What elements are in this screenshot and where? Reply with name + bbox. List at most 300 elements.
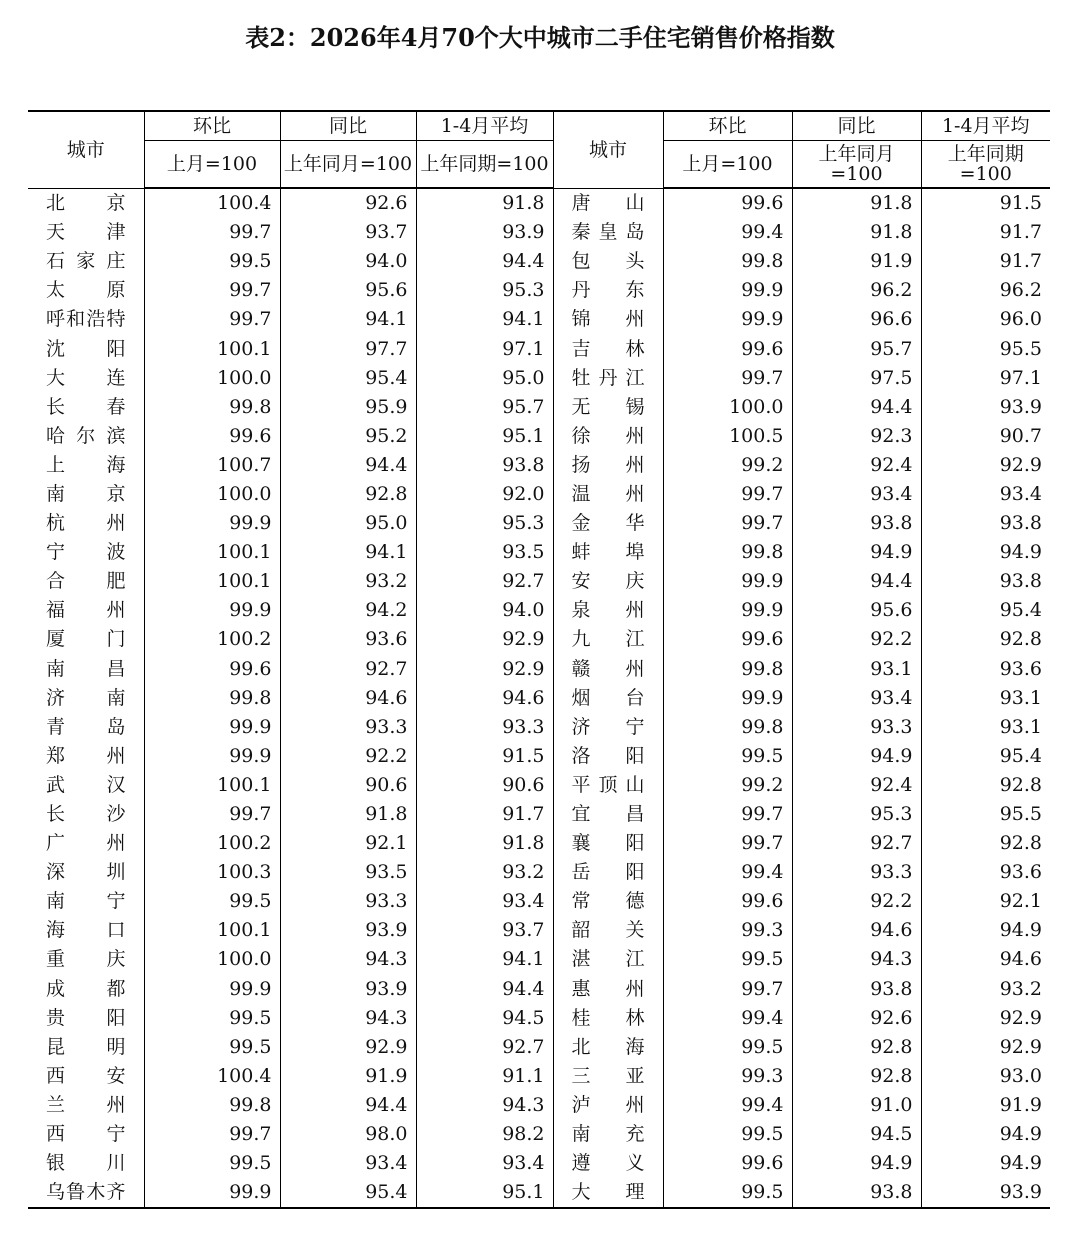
value-yoy-right: 93.1 <box>792 655 921 684</box>
city-name-right <box>553 305 663 334</box>
value-mom-right: 99.8 <box>663 247 792 276</box>
city-char: 杭 <box>46 512 66 535</box>
value-avg-right: 92.8 <box>921 625 1050 654</box>
city-name-right <box>553 945 663 974</box>
value-yoy-left: 93.6 <box>280 625 416 654</box>
table-row <box>28 596 1050 625</box>
value-mom-left: 99.9 <box>144 596 280 625</box>
city-name-text <box>46 975 126 1004</box>
city-char: 西 <box>46 1123 66 1146</box>
value-yoy-right: 93.8 <box>792 1178 921 1208</box>
table-row <box>28 945 1050 974</box>
value-mom-right: 99.8 <box>663 713 792 742</box>
header-city-right: 城市 <box>553 111 663 188</box>
value-avg-left: 95.3 <box>416 276 553 305</box>
city-name-text <box>46 1062 126 1091</box>
city-name-left <box>28 334 144 363</box>
city-name-text <box>572 625 645 654</box>
city-char: 扬 <box>571 453 591 476</box>
city-char: 丹 <box>571 279 591 302</box>
city-char: 阳 <box>106 1006 126 1029</box>
city-char: 徐 <box>571 424 591 447</box>
value-avg-right: 95.5 <box>921 334 1050 363</box>
city-char: 宁 <box>106 1123 126 1146</box>
city-name-right <box>553 1033 663 1062</box>
city-name-right <box>553 188 663 218</box>
city-name-text <box>46 742 126 771</box>
value-yoy-left: 94.3 <box>280 1004 416 1033</box>
table-row <box>28 364 1050 393</box>
city-char: 遵 <box>571 1152 591 1175</box>
city-name-text <box>46 567 126 596</box>
city-char: 惠 <box>571 977 591 1000</box>
value-yoy-left: 94.1 <box>280 305 416 334</box>
city-name-right <box>553 1120 663 1149</box>
city-name-right <box>553 422 663 451</box>
header-yoy-left: 同比 <box>280 111 416 141</box>
table-row <box>28 218 1050 247</box>
table-row <box>28 625 1050 654</box>
city-char: 桂 <box>571 1006 591 1029</box>
city-name-right <box>553 334 663 363</box>
table-row <box>28 1004 1050 1033</box>
city-char: 齐 <box>106 1181 126 1204</box>
city-name-right <box>553 218 663 247</box>
value-yoy-left: 95.0 <box>280 509 416 538</box>
city-char: 长 <box>46 803 66 826</box>
value-mom-right: 100.0 <box>663 393 792 422</box>
city-char: 尔 <box>76 424 96 447</box>
city-char: 关 <box>625 919 645 942</box>
value-yoy-right: 94.4 <box>792 567 921 596</box>
value-mom-right: 99.5 <box>663 1120 792 1149</box>
value-yoy-right: 92.4 <box>792 451 921 480</box>
value-mom-right: 99.7 <box>663 364 792 393</box>
value-avg-right: 90.7 <box>921 422 1050 451</box>
value-mom-left: 99.8 <box>144 684 280 713</box>
table-row <box>28 334 1050 363</box>
value-yoy-right: 93.3 <box>792 713 921 742</box>
value-yoy-right: 93.8 <box>792 975 921 1004</box>
city-char: 京 <box>106 191 126 214</box>
city-name-text <box>46 1149 126 1178</box>
value-mom-right: 99.3 <box>663 1062 792 1091</box>
value-yoy-left: 93.2 <box>280 567 416 596</box>
city-name-text <box>572 393 645 422</box>
value-mom-right: 99.4 <box>663 858 792 887</box>
value-avg-left: 91.5 <box>416 742 553 771</box>
value-mom-left: 100.7 <box>144 451 280 480</box>
value-avg-right: 95.4 <box>921 742 1050 771</box>
city-char: 阳 <box>625 861 645 884</box>
value-mom-left: 99.6 <box>144 655 280 684</box>
table-title: 表2：2026年4月70个大中城市二手住宅销售价格指数 <box>245 23 835 52</box>
table-row <box>28 771 1050 800</box>
city-name-left <box>28 800 144 829</box>
value-yoy-left: 93.4 <box>280 1149 416 1178</box>
city-name-right <box>553 625 663 654</box>
header-avg-base-right <box>921 141 1050 189</box>
city-name-left <box>28 713 144 742</box>
city-char: 山 <box>625 191 645 214</box>
city-name-text <box>572 364 645 393</box>
value-mom-right: 99.2 <box>663 451 792 480</box>
city-char: 门 <box>106 628 126 651</box>
value-avg-right: 91.7 <box>921 247 1050 276</box>
city-name-left <box>28 945 144 974</box>
value-mom-right: 99.6 <box>663 625 792 654</box>
table-row <box>28 1062 1050 1091</box>
city-name-left <box>28 1091 144 1120</box>
city-char: 襄 <box>571 832 591 855</box>
city-char: 温 <box>571 482 591 505</box>
value-mom-left: 100.2 <box>144 829 280 858</box>
value-avg-left: 91.8 <box>416 188 553 218</box>
city-name-text <box>572 1149 645 1178</box>
city-char: 宜 <box>571 803 591 826</box>
city-char: 湛 <box>571 948 591 971</box>
city-char: 波 <box>106 541 126 564</box>
value-yoy-right: 94.6 <box>792 916 921 945</box>
city-char: 州 <box>625 977 645 1000</box>
price-index-table <box>28 110 1050 1209</box>
value-mom-left: 100.2 <box>144 625 280 654</box>
value-mom-right: 99.6 <box>663 1149 792 1178</box>
city-name-text <box>572 218 645 247</box>
value-yoy-left: 95.4 <box>280 364 416 393</box>
value-yoy-right: 95.7 <box>792 334 921 363</box>
city-name-right <box>553 596 663 625</box>
value-yoy-right: 95.6 <box>792 596 921 625</box>
value-mom-left: 99.9 <box>144 975 280 1004</box>
table-row <box>28 713 1050 742</box>
city-name-left <box>28 276 144 305</box>
value-avg-left: 95.7 <box>416 393 553 422</box>
value-mom-right: 99.3 <box>663 916 792 945</box>
city-name-right <box>553 1091 663 1120</box>
city-char: 泉 <box>571 599 591 622</box>
value-avg-left: 92.7 <box>416 1033 553 1062</box>
city-name-text <box>46 829 126 858</box>
value-yoy-right: 93.8 <box>792 509 921 538</box>
value-avg-left: 93.7 <box>416 916 553 945</box>
value-yoy-left: 90.6 <box>280 771 416 800</box>
value-mom-right: 100.5 <box>663 422 792 451</box>
table-row <box>28 684 1050 713</box>
value-mom-left: 99.7 <box>144 1120 280 1149</box>
city-char: 阳 <box>625 744 645 767</box>
value-mom-left: 100.0 <box>144 480 280 509</box>
value-mom-left: 99.5 <box>144 1149 280 1178</box>
city-char: 东 <box>625 279 645 302</box>
city-name-text <box>572 247 645 276</box>
city-name-right <box>553 858 663 887</box>
city-char: 春 <box>106 395 126 418</box>
value-mom-right: 99.2 <box>663 771 792 800</box>
city-name-right <box>553 655 663 684</box>
value-avg-left: 94.5 <box>416 1004 553 1033</box>
city-name-text <box>572 655 645 684</box>
value-yoy-left: 93.7 <box>280 218 416 247</box>
value-avg-left: 94.1 <box>416 945 553 974</box>
city-name-text <box>572 1178 645 1207</box>
table-row <box>28 276 1050 305</box>
city-char: 厦 <box>46 628 66 651</box>
city-char: 韶 <box>571 919 591 942</box>
city-name-text <box>572 742 645 771</box>
value-mom-left: 100.1 <box>144 916 280 945</box>
city-name-text <box>572 1033 645 1062</box>
city-char: 明 <box>106 1035 126 1058</box>
city-name-right <box>553 975 663 1004</box>
city-name-text <box>572 975 645 1004</box>
city-char: 金 <box>571 512 591 535</box>
value-avg-left: 93.8 <box>416 451 553 480</box>
value-avg-right: 93.1 <box>921 713 1050 742</box>
value-avg-left: 95.0 <box>416 364 553 393</box>
city-name-left <box>28 742 144 771</box>
city-name-left <box>28 1004 144 1033</box>
value-yoy-left: 93.3 <box>280 887 416 916</box>
city-name-text <box>572 335 645 364</box>
value-mom-right: 99.7 <box>663 480 792 509</box>
city-char: 台 <box>625 686 645 709</box>
value-avg-right: 93.9 <box>921 393 1050 422</box>
city-name-left <box>28 422 144 451</box>
city-char: 赣 <box>571 657 591 680</box>
value-avg-right: 93.8 <box>921 567 1050 596</box>
city-name-text <box>572 916 645 945</box>
value-yoy-right: 92.3 <box>792 422 921 451</box>
city-char: 肥 <box>106 570 126 593</box>
city-char: 青 <box>46 715 66 738</box>
table-row <box>28 422 1050 451</box>
value-mom-right: 99.4 <box>663 1004 792 1033</box>
city-name-right <box>553 364 663 393</box>
value-mom-left: 99.7 <box>144 800 280 829</box>
city-char: 昌 <box>625 803 645 826</box>
city-name-text <box>572 596 645 625</box>
value-yoy-right: 93.3 <box>792 858 921 887</box>
city-name-right <box>553 713 663 742</box>
value-avg-left: 93.4 <box>416 1149 553 1178</box>
city-name-left <box>28 1149 144 1178</box>
city-name-text <box>572 800 645 829</box>
city-char: 华 <box>625 512 645 535</box>
city-char: 郑 <box>46 744 66 767</box>
value-yoy-right: 92.7 <box>792 829 921 858</box>
value-yoy-left: 91.8 <box>280 800 416 829</box>
value-mom-right: 99.8 <box>663 538 792 567</box>
table-row <box>28 858 1050 887</box>
city-name-left <box>28 975 144 1004</box>
city-char: 家 <box>76 250 96 273</box>
city-char: 滨 <box>106 424 126 447</box>
city-name-text <box>46 684 126 713</box>
city-name-text <box>572 1062 645 1091</box>
city-char: 岳 <box>571 861 591 884</box>
value-avg-right: 93.4 <box>921 480 1050 509</box>
city-name-text <box>572 276 645 305</box>
header-yoy-base-right-line1: 上年同月 <box>818 143 895 165</box>
value-yoy-left: 92.9 <box>280 1033 416 1062</box>
city-name-left <box>28 771 144 800</box>
value-avg-left: 93.9 <box>416 218 553 247</box>
value-avg-left: 93.4 <box>416 887 553 916</box>
value-mom-left: 100.1 <box>144 538 280 567</box>
header-yoy-base-right <box>792 141 921 189</box>
city-name-right <box>553 742 663 771</box>
city-char: 常 <box>571 890 591 913</box>
value-mom-left: 99.9 <box>144 742 280 771</box>
value-yoy-left: 94.4 <box>280 1091 416 1120</box>
city-name-text <box>572 480 645 509</box>
city-char: 沈 <box>46 337 66 360</box>
city-name-left <box>28 858 144 887</box>
value-mom-left: 99.5 <box>144 887 280 916</box>
value-mom-right: 99.9 <box>663 567 792 596</box>
value-mom-right: 99.5 <box>663 1033 792 1062</box>
value-avg-right: 96.0 <box>921 305 1050 334</box>
value-avg-left: 97.1 <box>416 334 553 363</box>
table-row <box>28 916 1050 945</box>
value-mom-left: 99.8 <box>144 1091 280 1120</box>
city-name-left <box>28 393 144 422</box>
value-mom-right: 99.7 <box>663 800 792 829</box>
value-avg-left: 92.0 <box>416 480 553 509</box>
table-row <box>28 742 1050 771</box>
city-name-text <box>46 422 126 451</box>
value-avg-left: 95.1 <box>416 422 553 451</box>
value-mom-left: 99.8 <box>144 393 280 422</box>
city-char: 江 <box>625 948 645 971</box>
city-name-left <box>28 247 144 276</box>
table-row <box>28 538 1050 567</box>
value-avg-left: 92.7 <box>416 567 553 596</box>
city-char: 乌 <box>46 1181 66 1204</box>
city-name-text <box>46 305 126 334</box>
city-char: 州 <box>625 1093 645 1116</box>
value-mom-right: 99.6 <box>663 334 792 363</box>
value-yoy-right: 94.9 <box>792 1149 921 1178</box>
value-avg-right: 93.9 <box>921 1178 1050 1208</box>
value-yoy-right: 95.3 <box>792 800 921 829</box>
city-name-text <box>572 713 645 742</box>
header-yoy-base-left: 上年同月=100 <box>280 141 416 189</box>
city-name-left <box>28 1120 144 1149</box>
city-name-text <box>572 887 645 916</box>
city-name-text <box>572 305 645 334</box>
value-avg-left: 92.9 <box>416 625 553 654</box>
header-mom-base-left: 上月=100 <box>144 141 280 189</box>
city-name-text <box>46 218 126 247</box>
city-char: 九 <box>571 628 591 651</box>
city-name-left <box>28 364 144 393</box>
city-char: 唐 <box>571 191 591 214</box>
city-name-text <box>46 335 126 364</box>
table-row <box>28 655 1050 684</box>
city-name-left <box>28 509 144 538</box>
city-char: 林 <box>625 1006 645 1029</box>
city-char: 锡 <box>625 395 645 418</box>
value-mom-left: 99.9 <box>144 1178 280 1208</box>
city-name-left <box>28 684 144 713</box>
value-yoy-right: 94.4 <box>792 393 921 422</box>
city-name-text <box>572 1004 645 1033</box>
city-name-text <box>572 829 645 858</box>
city-name-text <box>46 480 126 509</box>
city-char: 连 <box>106 366 126 389</box>
value-yoy-right: 93.4 <box>792 480 921 509</box>
city-name-text <box>46 538 126 567</box>
value-avg-right: 93.0 <box>921 1062 1050 1091</box>
city-name-left <box>28 887 144 916</box>
city-char: 州 <box>106 832 126 855</box>
value-avg-right: 97.1 <box>921 364 1050 393</box>
city-char: 天 <box>46 221 66 244</box>
city-char: 无 <box>571 395 591 418</box>
city-char: 阳 <box>625 832 645 855</box>
value-avg-right: 92.1 <box>921 887 1050 916</box>
city-char: 理 <box>625 1181 645 1204</box>
city-char: 南 <box>46 482 66 505</box>
city-char: 石 <box>46 250 66 273</box>
city-name-right <box>553 1062 663 1091</box>
city-name-right <box>553 538 663 567</box>
city-char: 和 <box>66 308 86 331</box>
value-avg-right: 93.1 <box>921 684 1050 713</box>
city-name-right <box>553 829 663 858</box>
city-char: 宁 <box>106 890 126 913</box>
city-name-text <box>46 1091 126 1120</box>
city-name-left <box>28 625 144 654</box>
city-char: 林 <box>625 337 645 360</box>
city-name-text <box>46 393 126 422</box>
city-char: 川 <box>106 1152 126 1175</box>
value-mom-left: 100.1 <box>144 567 280 596</box>
city-char: 哈 <box>46 424 66 447</box>
table-row <box>28 188 1050 218</box>
city-char: 山 <box>625 773 645 796</box>
city-name-text <box>572 422 645 451</box>
city-name-text <box>46 451 126 480</box>
value-mom-right: 99.5 <box>663 742 792 771</box>
value-yoy-left: 97.7 <box>280 334 416 363</box>
city-name-left <box>28 596 144 625</box>
city-char: 银 <box>46 1152 66 1175</box>
value-mom-left: 100.4 <box>144 188 280 218</box>
city-char: 京 <box>106 482 126 505</box>
city-name-text <box>46 276 126 305</box>
city-char: 海 <box>106 453 126 476</box>
city-name-text <box>572 509 645 538</box>
city-name-text <box>46 189 126 218</box>
value-avg-left: 91.1 <box>416 1062 553 1091</box>
city-char: 广 <box>46 832 66 855</box>
table-body <box>28 188 1050 1208</box>
city-name-text <box>46 858 126 887</box>
city-char: 口 <box>106 919 126 942</box>
value-yoy-left: 93.9 <box>280 975 416 1004</box>
city-char: 州 <box>106 1093 126 1116</box>
header-mom-base-right: 上月=100 <box>663 141 792 189</box>
value-mom-left: 100.0 <box>144 364 280 393</box>
table-row <box>28 1178 1050 1208</box>
value-yoy-left: 92.1 <box>280 829 416 858</box>
value-mom-right: 99.9 <box>663 596 792 625</box>
header-yoy-base-right-line2: =100 <box>830 163 883 185</box>
city-name-text <box>46 771 126 800</box>
